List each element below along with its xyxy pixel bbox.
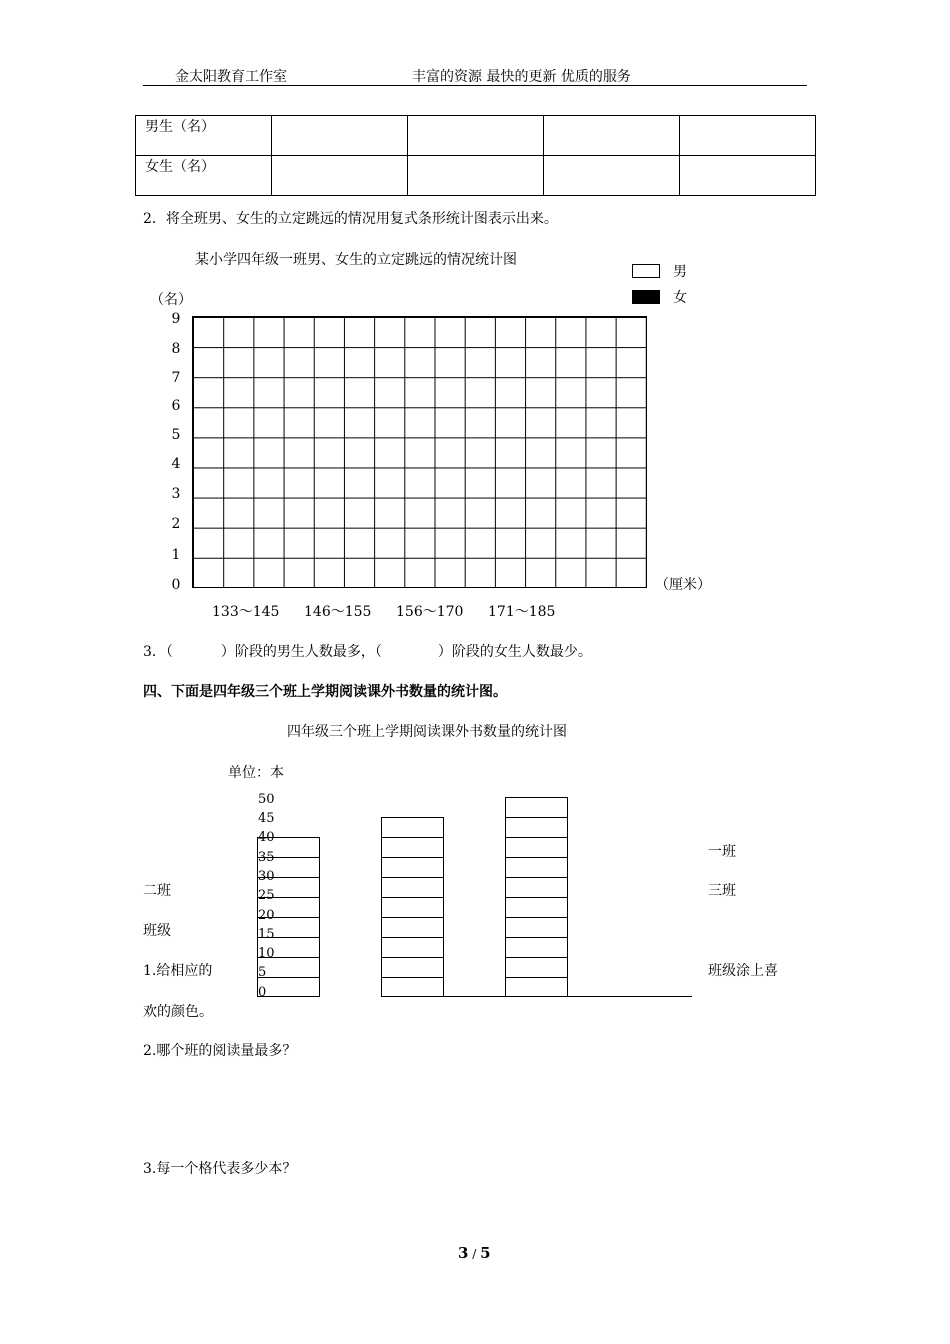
table-cell[interactable] [544,156,680,196]
scale-label: 15 [258,927,275,942]
scale-label: 5 [258,965,267,980]
label-class-two: 二班 [143,883,171,899]
label-class-three: 三班 [708,883,736,899]
bar-cell [258,857,319,877]
bar-cell [506,977,567,997]
bar-cell [506,837,567,857]
y-tick: 3 [171,486,181,502]
bar-cell [382,817,443,837]
jump-chart-title: 某小学四年级一班男、女生的立定跳远的情况统计图 [195,252,517,268]
blank-grid [192,316,647,588]
y-tick: 9 [171,311,181,327]
table-cell[interactable] [272,116,408,156]
bar-cell [258,937,319,957]
x-label: 146～155 [304,604,372,620]
bar-cell [382,977,443,997]
x-label: 156～170 [396,604,464,620]
bar-cell [382,857,443,877]
bar-cell [506,937,567,957]
bar-cell [506,817,567,837]
bar-cell [382,937,443,957]
scale-label: 0 [258,985,267,1000]
table-cell[interactable] [408,156,544,196]
y-axis-unit: （名） [150,292,192,308]
page-number [458,1244,491,1262]
bar-cell [382,897,443,917]
question-3-suffix: ）阶段的女生人数最少。 [437,644,592,660]
legend-swatch-boys [632,264,660,278]
unit-label: 单位：本 [228,765,284,781]
scale-label: 35 [258,850,275,865]
bar-cell [506,877,567,897]
scale-label: 50 [258,792,275,807]
bar-cell [258,957,319,980]
y-tick: 6 [171,398,181,414]
page-total: 5 [480,1244,491,1262]
question-4-1-c: 欢的颜色。 [143,1004,213,1020]
legend-swatch-girls [632,290,660,304]
baseline [381,996,692,997]
score-table [135,115,816,196]
header-right: 丰富的资源 最快的更新 优质的服务 [412,69,631,85]
bar-cell [506,857,567,877]
question-4-3: 3.每一个格代表多少本？ [143,1161,297,1177]
legend-label-girls: 女 [673,290,687,306]
header-left: 金太阳教育工作室 [175,69,287,85]
table-cell[interactable] [680,156,816,196]
y-tick: 8 [171,341,181,357]
question-3-prefix: 3．（ [143,644,173,660]
label-class-one: 一班 [708,844,736,860]
bar-cell [506,957,567,977]
x-axis-unit: （厘米） [655,577,711,593]
header-rule [143,85,807,86]
scale-label: 40 [258,830,275,845]
y-tick: 1 [171,547,181,563]
scale-label: 20 [258,908,275,923]
bar-cell [506,797,567,817]
question-4-1-b: 班级涂上喜 [708,963,778,979]
bar-cell [382,917,443,937]
table-cell[interactable] [272,156,408,196]
bar-cell [258,897,319,917]
reading-chart-title: 四年级三个班上学期阅读课外书数量的统计图 [287,724,567,740]
bar-cell [506,917,567,937]
bar-cell [382,957,443,977]
question-4-1-a: 1.给相应的 [143,963,213,979]
x-label: 171～185 [488,604,556,620]
row-label-girls: 女生（名） [136,156,272,196]
page-current: 3 [458,1244,469,1262]
bar-cell [506,897,567,917]
x-axis-label: 班级 [143,923,171,939]
question-3-middle: ）阶段的男生人数最多，（ [220,644,382,660]
page-sep: / [468,1247,481,1261]
table-cell[interactable] [408,116,544,156]
section-4-heading: 四、下面是四年级三个班上学期阅读课外书数量的统计图。 [143,684,507,700]
question-2: 2．将全班男、女生的立定跳远的情况用复式条形统计图表示出来。 [143,211,558,227]
table-row [136,116,816,156]
bar-cell [382,837,443,857]
scale-label: 45 [258,811,275,826]
bar-cell [258,877,319,897]
bar-cell [258,977,319,1000]
question-3 [143,641,592,661]
legend-label-boys: 男 [673,264,687,280]
x-label: 133～145 [212,604,280,620]
scale-label: 30 [258,869,275,884]
row-label-boys: 男生（名） [136,116,272,156]
bar-cell [258,917,319,937]
bar-cell [258,837,319,857]
bar-3[interactable] [505,797,568,997]
y-tick: 0 [171,577,181,593]
table-cell[interactable] [680,116,816,156]
scale-label: 25 [258,888,275,903]
table-cell[interactable] [544,116,680,156]
y-tick: 7 [171,370,181,386]
y-tick: 4 [171,456,181,472]
y-tick: 5 [171,427,181,443]
bar-cell [382,877,443,897]
scale-label: 10 [258,946,275,961]
y-tick: 2 [171,516,181,532]
bar-2[interactable] [381,817,444,997]
question-4-2: 2.哪个班的阅读量最多？ [143,1043,297,1059]
bar-1[interactable] [257,837,320,1000]
table-row [136,156,816,196]
